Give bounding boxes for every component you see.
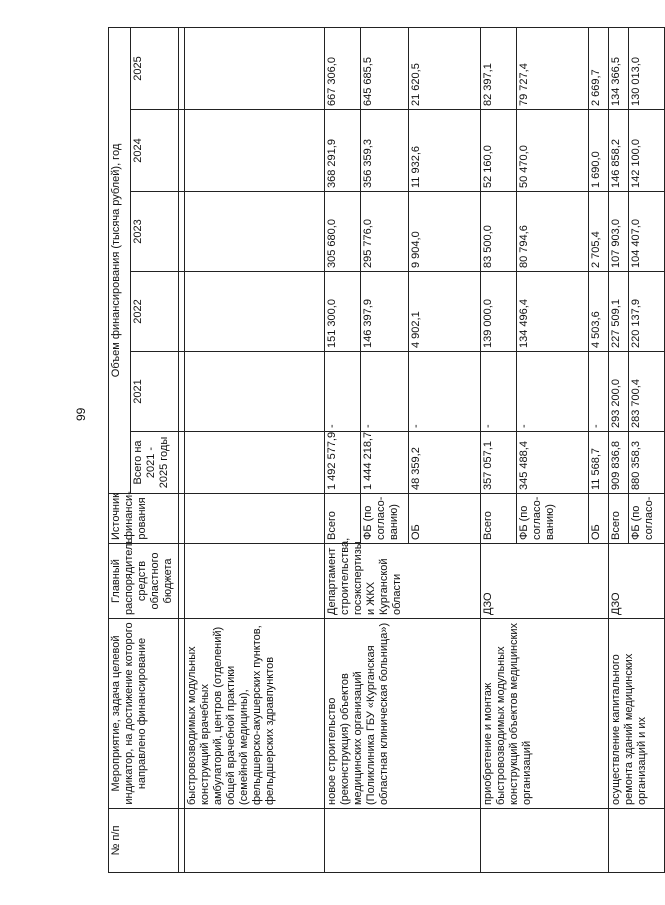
row-number — [481, 809, 609, 873]
value-2025 — [185, 27, 325, 109]
value-2024: 50 470,0 — [517, 110, 589, 192]
value-2021: - — [481, 352, 517, 432]
value-2021: - — [589, 352, 609, 432]
value-2025: 645 685,5 — [361, 27, 409, 109]
value-2024: 11 932,6 — [409, 110, 481, 192]
table-row — [481, 27, 517, 872]
header-year-2025: 2025 — [131, 27, 179, 109]
financing-table — [108, 27, 665, 873]
value-2023: 104 407,0 — [629, 192, 665, 272]
value-2022: 146 397,9 — [361, 272, 409, 352]
value-2024 — [185, 110, 325, 192]
value-2024: 52 160,0 — [481, 110, 517, 192]
value-total: 48 359,2 — [409, 432, 481, 494]
manager-cell — [185, 544, 325, 619]
value-2021: 293 200,0 — [609, 352, 629, 432]
value-2025: 667 306,0 — [325, 27, 361, 109]
value-2022: 134 496,4 — [517, 272, 589, 352]
value-total — [185, 432, 325, 494]
header-manager: Главный распорядитель средств областного бюджета — [109, 544, 179, 619]
activity-cell: быстровозводимых модульных конструкций врачебных амбулаторий, центров (отделений) общей врачебной практики (семейной медицины), фельдшерско-акушерских пунктов, фельдшерских здравпунктов — [185, 619, 325, 809]
value-2021: - — [409, 352, 481, 432]
value-2022: 4 902,1 — [409, 272, 481, 352]
manager-cell: ДЗО — [481, 544, 609, 619]
value-2023: 107 903,0 — [609, 192, 629, 272]
value-2025: 134 366,5 — [609, 27, 629, 109]
row-number — [609, 809, 665, 873]
header-source: Источник финанси-рования — [109, 494, 179, 544]
activity-cell: новое строительство (реконструкция) объектов медицинских организаций (Поликлиника ГБУ «Курганская областная клиническая больница») — [325, 619, 481, 809]
value-2025: 2 669,7 — [589, 27, 609, 109]
value-2021: - — [361, 352, 409, 432]
source-cell: ОБ — [409, 494, 481, 544]
header-year-2022: 2022 — [131, 272, 179, 352]
header-volume: Объем финансирования (тысяча рублей), год — [109, 27, 131, 493]
source-cell: Всего — [325, 494, 361, 544]
source-cell: ФБ (по согласо-ванию) — [517, 494, 589, 544]
value-2021: - — [517, 352, 589, 432]
table-row — [609, 27, 629, 872]
value-2022: 139 000,0 — [481, 272, 517, 352]
row-number — [185, 809, 325, 873]
value-2025: 79 727,4 — [517, 27, 589, 109]
value-2023: 2 705,4 — [589, 192, 609, 272]
value-2023 — [185, 192, 325, 272]
activity-cell: приобретение и монтаж быстровозводимых модульных конструкций объектов медицинских организаций — [481, 619, 609, 809]
value-2024: 1 690,0 — [589, 110, 609, 192]
value-2023: 295 776,0 — [361, 192, 409, 272]
value-2022: 151 300,0 — [325, 272, 361, 352]
value-total: 1 444 218,7 — [361, 432, 409, 494]
source-cell: ОБ — [589, 494, 609, 544]
rotated-page — [108, 28, 655, 873]
value-2023: 305 680,0 — [325, 192, 361, 272]
value-2023: 9 904,0 — [409, 192, 481, 272]
header-year-2021: 2021 — [131, 352, 179, 432]
value-total: 357 057,1 — [481, 432, 517, 494]
value-2024: 356 359,3 — [361, 110, 409, 192]
source-cell — [185, 494, 325, 544]
value-2021: - — [325, 352, 361, 432]
header-no: № п/п — [109, 809, 179, 873]
value-total: 11 568,7 — [589, 432, 609, 494]
manager-cell: ДЗО — [609, 544, 665, 619]
value-2022: 220 137,9 — [629, 272, 665, 352]
value-2023: 80 794,6 — [517, 192, 589, 272]
header-year-2024: 2024 — [131, 110, 179, 192]
row-number — [325, 809, 481, 873]
header-year-2023: 2023 — [131, 192, 179, 272]
source-cell: ФБ (по согласо-ванию) — [361, 494, 409, 544]
value-2022 — [185, 272, 325, 352]
value-2025: 82 397,1 — [481, 27, 517, 109]
header-total: Всего на 2021 - 2025 годы — [131, 432, 179, 494]
source-cell: Всего — [481, 494, 517, 544]
activity-cell: осуществление капитального ремонта зданий медицинских организаций и их — [609, 619, 665, 809]
source-cell: ФБ (по согласо- — [629, 494, 665, 544]
table-row — [185, 27, 325, 872]
page-number: 99 — [74, 407, 88, 421]
value-2021: 283 700,4 — [629, 352, 665, 432]
value-2024: 142 100,0 — [629, 110, 665, 192]
value-total: 345 488,4 — [517, 432, 589, 494]
value-2024: 368 291,9 — [325, 110, 361, 192]
value-2022: 4 503,6 — [589, 272, 609, 352]
source-cell: Всего — [609, 494, 629, 544]
value-total: 909 836,8 — [609, 432, 629, 494]
header-activity: Мероприятие, задача целевой индикатор, на достижение которого направлено финансирование — [109, 619, 179, 809]
table-row — [325, 27, 361, 872]
value-total: 880 358,3 — [629, 432, 665, 494]
value-2022: 227 509,1 — [609, 272, 629, 352]
value-2024: 146 858,2 — [609, 110, 629, 192]
value-2023: 83 500,0 — [481, 192, 517, 272]
manager-cell: Департамент строительства, госэкспертизы и ЖКХ Курганской области — [325, 544, 481, 619]
value-2025: 130 013,0 — [629, 27, 665, 109]
value-2021 — [185, 352, 325, 432]
value-2025: 21 620,5 — [409, 27, 481, 109]
value-total: 1 492 577,9 — [325, 432, 361, 494]
